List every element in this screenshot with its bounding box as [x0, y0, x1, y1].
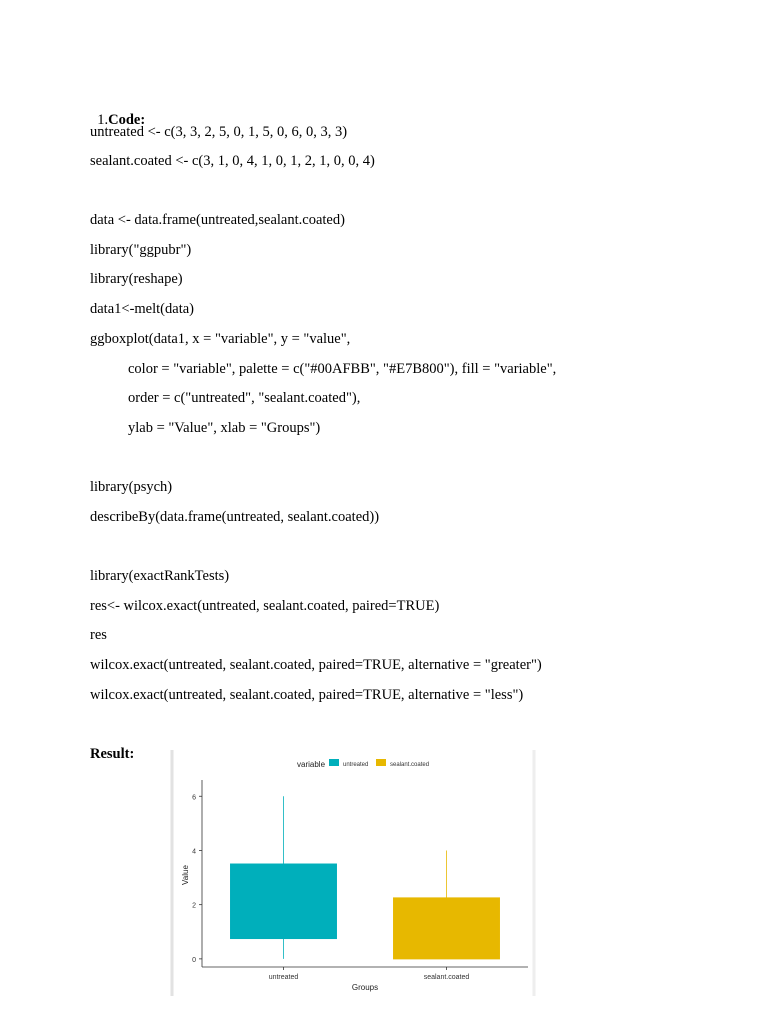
box-sealant-coated [394, 898, 500, 959]
y-tick-label: 4 [192, 848, 196, 856]
box-untreated [231, 864, 337, 939]
legend-swatch-untreated [329, 759, 339, 766]
code-line: untreated <- c(3, 3, 2, 5, 0, 1, 5, 0, 6, 0, 3, 3) [90, 124, 348, 140]
legend-label-sealant-coated: sealant.coated [390, 762, 430, 768]
code-line: data <- data.frame(untreated,sealant.coated) [90, 212, 345, 228]
x-axis-label: Groups [351, 983, 379, 992]
code-line: ylab = "Value", xlab = "Groups") [128, 420, 321, 436]
y-tick-label: 0 [192, 956, 196, 964]
legend-title: variable [297, 760, 326, 769]
code-line: library(reshape) [90, 271, 183, 287]
code-line: color = "variable", palette = c("#00AFBB", "#E7B800"), fill = "variable", [128, 361, 557, 377]
legend-label-untreated: untreated [343, 762, 369, 768]
code-line: wilcox.exact(untreated, sealant.coated, paired=TRUE, alternative = "less") [90, 687, 524, 703]
code-line: describeBy(data.frame(untreated, sealant.coated)) [90, 509, 380, 525]
code-line: wilcox.exact(untreated, sealant.coated, paired=TRUE, alternative = "greater") [90, 657, 542, 673]
boxplot-svg [170, 750, 538, 996]
code-line: res<- wilcox.exact(untreated, sealant.coated, paired=TRUE) [90, 598, 440, 614]
y-tick-label: 2 [192, 902, 196, 910]
heading-number: 1. [97, 112, 109, 128]
code-line: data1<-melt(data) [90, 301, 194, 317]
y-axis-label: Value [181, 865, 190, 885]
boxplot-chart [170, 750, 538, 996]
code-line: library(exactRankTests) [90, 568, 230, 584]
legend-swatch-sealant-coated [376, 759, 386, 766]
x-tick-label: sealant.coated [423, 974, 470, 981]
code-line: res [90, 627, 107, 643]
code-line: order = c("untreated", "sealant.coated"), [128, 390, 361, 406]
result-label: Result: [90, 746, 135, 762]
code-line: library(psych) [90, 479, 173, 495]
x-tick-label: untreated [268, 974, 299, 981]
y-tick-label: 6 [192, 794, 196, 802]
heading-label: Code: [108, 112, 146, 128]
code-line: sealant.coated <- c(3, 1, 0, 4, 1, 0, 1, 2, 1, 0, 0, 4) [90, 153, 375, 169]
code-line: library("ggpubr") [90, 242, 192, 258]
code-line: ggboxplot(data1, x = "variable", y = "value", [90, 331, 351, 347]
